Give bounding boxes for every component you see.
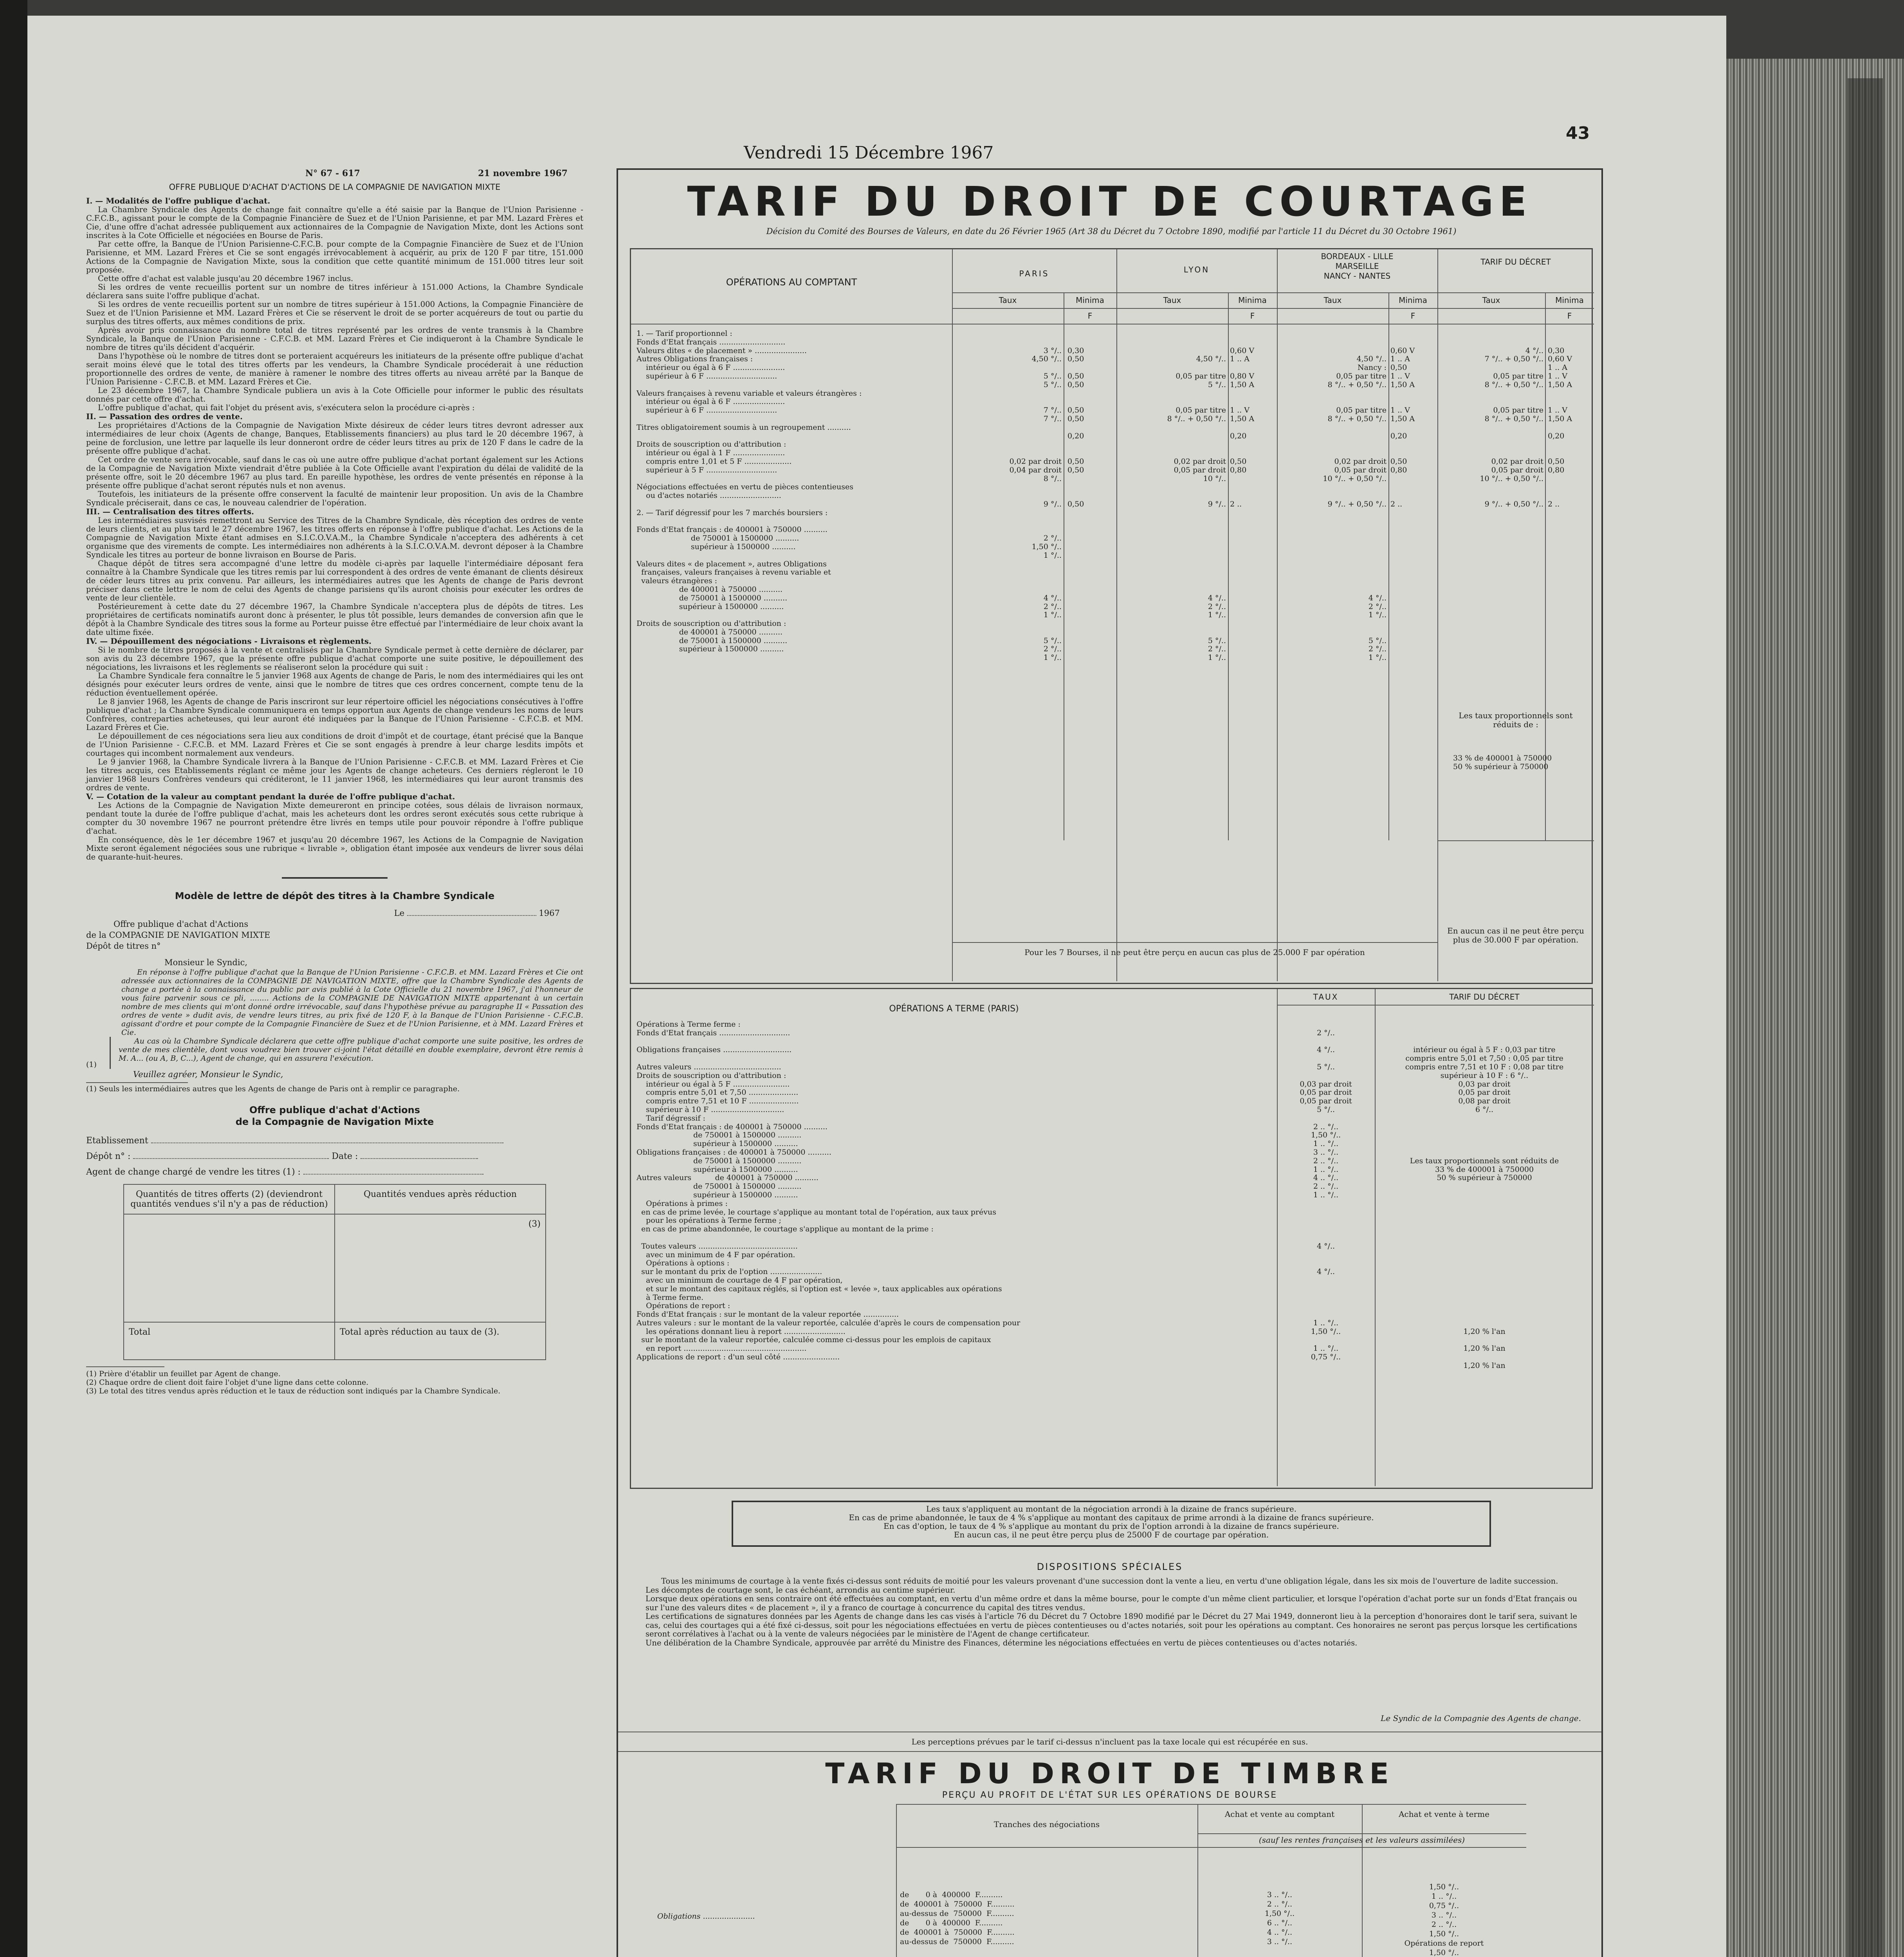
establishment-field[interactable] bbox=[151, 1142, 503, 1143]
section-rule bbox=[618, 1751, 1601, 1752]
paragraph: Cet ordre de vente sera irrévocable, sauf dans le cas où une autre offre publique d'achat portant également sur les Actions de la Compagnie de Navigation Mixte viendrait d'être publiée à la Cote Officielle avant l'expiration du délai de validité de la présente offre, soit le 20 décembre 1967 au plus tard. En pareille hypothèse, les ordres de vente présentés en réponse à la présente offre publique d'achat seront réputés nuls et non avenus. bbox=[86, 455, 583, 490]
note-3-marker: (3) bbox=[528, 1219, 541, 1229]
paragraph: Le 23 décembre 1967, la Chambre Syndicale publiera un avis à la Cote Officielle pour informer le public des résultats donnés par cette offre d'achat. bbox=[86, 386, 583, 404]
form-line-deposit bbox=[86, 1149, 583, 1164]
timbre-tranches: de 0 à 400000 F.......... de 400001 à 750000 F.......... au-dessus de 750000 F.......... de 0 à 400000 F.......... de 400001 à 750000 F.......... au-dessus de 750000 F.......... bbox=[900, 1890, 1015, 1946]
col-offered-header: Quantités de titres offerts (2) (deviendront quantités vendues s'il n'y a pas de réduction) bbox=[124, 1184, 335, 1214]
notice-date: 21 novembre 1967 bbox=[478, 168, 568, 178]
paris-minima: Minima bbox=[1076, 296, 1104, 305]
model-title: Modèle de lettre de dépôt des titres à la Chambre Syndicale bbox=[175, 890, 495, 901]
comptant-operations: 1. — Tarif proportionnel : Fonds d'Etat français ............................ Valeurs dites « de placement » ...................... Autres Obligations françaises : intérieur ou égal à 6 F ...................... supérieur à 6 F .............................. Valeurs françaises à revenu variable et valeurs étrangères : intérieur ou égal à 6 F ...................... supérieur à 6 F .............................. Titres obligatoirement soumis à un regroupement .......... Droits de souscription ou d'attribution : intérieur ou égal à 1 F ...................... compris entre 1,01 et 5 F .................... supérieur à 5 F .............................. Négociations effectuées en vertu de pièces contentieuses ou d'actes notariés .......................... 2. — Tarif dégressif pour les 7 marchés boursiers : Fonds d'Etat français : de 400001 à 750000 .......... de 750001 à 1500000 .......... supérieur à 1500000 .......... Valeurs dites « de placement », autres Obligations françaises, valeurs françaises à revenu variable et valeurs étrangères : de 400001 à 750000 .......... de 750001 à 1500000 .......... supérieur à 1500000 .......... Droits de souscription ou d'attribution : de 400001 à 750000 .......... de 750001 à 1500000 .......... supérieur à 1500000 .......... bbox=[636, 330, 862, 654]
letter-body-2-wrap bbox=[86, 1037, 583, 1069]
col-divider bbox=[1277, 989, 1278, 1486]
row-divider bbox=[952, 942, 1437, 943]
bourses-note: Pour les 7 Bourses, il ne peut être perçu en aucun cas plus de 25.000 F par opération bbox=[1024, 948, 1365, 957]
letter-place-line bbox=[86, 908, 583, 919]
paragraph: Dans l'hypothèse où le nombre de titres dont se porteraient acquéreurs les initiateurs de la présente offre publique d'achat serait moins élevé que le total des titres offerts par les vendeurs, la Chambre Syndicale procéderait à une réduction proportionnelle des ordres de vente, de manière à ramener le nombre des titres offerts au niveau arrêté par la Banque de l'Union Parisienne - C.F.C.B. et MM. Lazard Frères et Cie. bbox=[86, 351, 583, 386]
row-divider bbox=[1197, 1833, 1526, 1834]
section-heading: V. — Cotation de la valeur au comptant pendant la durée de l'offre publique d'achat. bbox=[86, 792, 455, 801]
left-column bbox=[86, 168, 583, 1957]
timbre-exclusion-note: (sauf les rentes françaises et les valeurs assimilées) bbox=[1259, 1835, 1465, 1845]
tranches-header: Tranches des négociations bbox=[993, 1820, 1100, 1829]
special-provisions-signature: Le Syndic de la Compagnie des Agents de change. bbox=[1381, 1714, 1581, 1723]
agent-field[interactable] bbox=[303, 1174, 483, 1175]
total-cell[interactable] bbox=[124, 1322, 335, 1360]
paragraph: Après avoir pris connaissance du nombre total de titres représenté par les ordres de vente transmis à la Chambre Syndicale, la Banque de l'Union Parisienne - C.F.C.B. et MM. Lazard Frères et Cie indiqueront à la Chambre Syndicale le nombre de titres qu'ils décident d'acquérir. bbox=[86, 326, 583, 352]
row-divider bbox=[1437, 840, 1594, 841]
total-label: Total bbox=[129, 1327, 151, 1337]
lyon-unit: F bbox=[1250, 311, 1255, 321]
terme-decret-rates: intérieur ou égal à 5 F : 0,03 par titre compris entre 5,01 et 7,50 : 0,05 par titre compris entre 7,51 et 10 F : 0,08 par titre supérieur à 10 F : 6 °/.. 0,03 par droit 0,05 par droit 0,08 par droit 6 °/.. Les taux proportionnels sont réduits de 33 % de 400001 à 750000 50 % supérieur à 750000 1,20 % l'an 1,20 % l'an 1,20 % l'an bbox=[1405, 1045, 1564, 1370]
paragraph: Les Actions de la Compagnie de Navigation Mixte demeureront en principe cotées, sous délais de livraison normaux, pendant toute la durée de l'offre publique d'achat, mais les acheteurs dont les ordres seront exécutés sous cette rubrique à compter du 30 novembre 1967 ne pourront prétendre être livrés en temps utile pour pouvoir répondre à l'offre publique d'achat. bbox=[86, 801, 583, 836]
paragraph: Toutefois, les initiateurs de la présente offre conservent la faculté de maintenir leur proposition. Un avis de la Chambre Syndicale préciserait, dans ce cas, le nouveau calendrier de l'opération. bbox=[86, 490, 583, 507]
paragraph: Le dépouillement de ces négociations sera lieu aux conditions de droit d'impôt et de courtage, étant précisé que la Banque de l'Union Parisienne - C.F.C.B. et MM. Lazard Frères et Cie se sont engagés à prendre à leur charge lesdits impôts et courtages qui incombent normalement aux vendeurs. bbox=[86, 732, 583, 758]
col-divider bbox=[1362, 1804, 1363, 1957]
sold-cell[interactable] bbox=[335, 1214, 546, 1322]
lyon-minimums: 0,60 V 1 .. A 0,80 V 1,50 A 1 .. V 1,50 A 0,20 0,50 0,80 2 .. bbox=[1230, 346, 1255, 508]
row-divider bbox=[1277, 1005, 1594, 1006]
section-heading: IV. — Dépouillement des négociations - Livraisons et règlements. bbox=[86, 636, 371, 646]
letter-ref-2: de la COMPAGNIE DE NAVIGATION MIXTE bbox=[86, 930, 270, 940]
col-divider bbox=[1228, 292, 1229, 840]
local-tax-note: Les perceptions prévues par le tarif ci-dessus n'incluent pas la taxe locale qui est récupérée en sus. bbox=[911, 1737, 1308, 1746]
paragraph: L'offre publique d'achat, qui fait l'objet du présent avis, s'exécutera selon la procédure ci-après : bbox=[98, 403, 475, 412]
left-page-edge bbox=[0, 0, 27, 1957]
binding-shadow bbox=[1848, 78, 1883, 1957]
regional-taux: Taux bbox=[1323, 296, 1342, 305]
paragraph: La Chambre Syndicale des Agents de change fait connaître qu'elle a été saisie par la Banque de l'Union Parisienne - C.F.C.B., agissant pour le compte de la Compagnie Financière de Suez et de l'Union Parisienne, et par MM. Lazard Frères et Cie, d'une offre d'achat adressée publiquement aux actionnaires de la Compagnie de Navigation Mixte, dont les Actions sont inscrites à la Cote Officielle et négociées en Bourse de Paris. bbox=[86, 205, 583, 240]
form-line-establishment bbox=[86, 1133, 583, 1149]
courtage-subtitle: Décision du Comité des Bourses de Valeurs, en date du 26 Février 1965 (Art 38 du Décret du 7 Octobre 1890, modifié par l'article 11 du Décret du 30 Octobre 1961) bbox=[766, 227, 1457, 236]
decret-note-2: 33 % de 400001 à 750000 50 % supérieur à 750000 bbox=[1453, 754, 1552, 771]
separator bbox=[282, 877, 388, 879]
col-divider bbox=[1277, 249, 1278, 981]
col-divider bbox=[952, 249, 953, 981]
paragraph: Cette offre d'achat est valable jusqu'au 20 décembre 1967 inclus. bbox=[98, 274, 353, 283]
notice-number: N° 67 - 617 bbox=[305, 168, 360, 178]
paragraph: Le 8 janvier 1968, les Agents de change de Paris inscriront sur leur répertoire officiel les négociations consécutives à l'offre publique d'achat ; la Chambre Syndicale communiquera en temps opportun aux Agents de change vendeurs les noms de leurs Confrères, contreparties acheteuses, qui leur auront été indiquées par la Banque de l'Union Parisienne - C.F.C.B. et MM. Lazard Frères et Cie. bbox=[86, 697, 583, 732]
notice-title: OFFRE PUBLIQUE D'ACHAT D'ACTIONS DE LA COMPAGNIE DE NAVIGATION MIXTE bbox=[169, 182, 501, 192]
header-date: Vendredi 15 Décembre 1967 bbox=[744, 143, 994, 163]
terme-decret-header: TARIF DU DÉCRET bbox=[1449, 992, 1520, 1002]
form-label-establishment: Etablissement bbox=[86, 1136, 148, 1146]
regional-header: BORDEAUX - LILLE MARSEILLE NANCY - NANTES bbox=[1321, 252, 1394, 281]
row-divider bbox=[952, 292, 1594, 293]
lyon-taux: Taux bbox=[1163, 296, 1181, 305]
col-divider bbox=[1388, 292, 1389, 840]
letter-closing: Veuillez agréer, Monsieur le Syndic, bbox=[133, 1070, 283, 1079]
col-divider bbox=[1375, 989, 1376, 1486]
terme-taux-header: TAUX bbox=[1313, 992, 1339, 1002]
lyon-rates: 4,50 °/.. 0,05 par titre 5 °/.. 0,05 par titre 8 °/.. + 0,50 °/.. 0,02 par droit 0,05 par droit 10 °/.. 9 °/.. 4 °/.. 2 °/.. 1 °/.. 5 °/.. 2 °/.. 1 °/.. bbox=[1167, 355, 1226, 662]
letter-ref-3: Dépôt de titres n° bbox=[86, 941, 161, 951]
comptant-header: OPÉRATIONS AU COMPTANT bbox=[726, 277, 857, 288]
form-line-agent bbox=[86, 1164, 583, 1180]
form-label-date: Date : bbox=[332, 1151, 358, 1161]
regional-minima: Minima bbox=[1399, 296, 1427, 305]
paragraph: Les intermédiaires susvisés remettront au Service des Titres de la Chambre Syndicale, dès réception des ordres de vente de leurs clients, et au plus tard le 27 décembre 1967, les titres offerts en réponse à l'offre publique d'achat. Les Actions de la Compagnie de Navigation Mixte étant admises en S.I.C.O.V.A.M., la Chambre Syndicale n'acceptera des adhérents à cet organisme que des virements de compte. Les intermédiaires non adhérents à la S.I.C.O.V.A.M. devront déposer à la Chambre Syndicale les titres au porteur de bonne livraison en Bourse de Paris. bbox=[86, 516, 583, 559]
letter-place-dots bbox=[407, 915, 536, 916]
letter-ref-1: Offre publique d'achat d'Actions bbox=[114, 919, 249, 929]
section-heading: II. — Passation des ordres de vente. bbox=[86, 412, 243, 421]
col-sold-header: Quantités vendues après réduction bbox=[335, 1184, 546, 1214]
deposit-number-field[interactable] bbox=[133, 1158, 329, 1159]
col-divider bbox=[1437, 249, 1438, 981]
terme-header: OPÉRATIONS A TERME (PARIS) bbox=[889, 1004, 1019, 1014]
quantities-table bbox=[123, 1184, 546, 1360]
form-footnote-2: (2) Chaque ordre de client doit faire l'objet d'une ligne dans cette colonne. bbox=[86, 1378, 369, 1387]
paragraph: Si le nombre de titres proposés à la vente et centralisés par la Chambre Syndicale permet à cette dernière de déclarer, par son avis du 23 décembre 1967, que la présente offre publique d'achat comporte une suite positive, le dépouillement des négociations, les livraisons et les règlements se réaliseront selon la procédure qui suit : bbox=[86, 645, 583, 672]
paragraph: Chaque dépôt de titres sera accompagné d'une lettre du modèle ci-après par laquelle l'intermédiaire déposant fera connaître à la Chambre Syndicale que les titres remis par lui correspondent à des ordres de vente émanant de clients désireux de céder leurs titres au prix convenu. Par ailleurs, les intermédiaires autres que les Agents de change de Paris devront préciser dans cette lettre le nom de celui des Agents de change parisiens qu'ils auront choisis pour exécuter les ordres de vente de leur clientèle. bbox=[86, 559, 583, 602]
terme-col-header: Achat et vente à terme bbox=[1399, 1809, 1489, 1819]
decret-unit: F bbox=[1567, 311, 1572, 321]
col-divider bbox=[1197, 1804, 1198, 1957]
terme-table bbox=[630, 988, 1593, 1489]
regional-rates: 4,50 °/.. Nancy : 0,05 par titre 8 °/.. + 0,50 °/.. 0,05 par titre 8 °/.. + 0,50 °/.. 0,02 par droit 0,05 par droit 10 °/.. + 0,50 °/.. 9 °/.. + 0,50 °/.. 4 °/.. 2 °/.. 1 °/.. 5 °/.. 2 °/.. 1 °/.. bbox=[1323, 355, 1387, 662]
section-heading: I. — Modalités de l'offre publique d'achat. bbox=[86, 196, 270, 205]
courtage-title: TARIF DU DROIT DE COURTAGE bbox=[687, 178, 1533, 225]
paris-taux: Taux bbox=[999, 296, 1017, 305]
decret-rates: 4 °/.. 7 °/.. + 0,50 °/.. 0,05 par titre 8 °/.. + 0,50 °/.. 0,05 par titre 8 °/.. + 0,50 °/.. 0,02 par droit 0,05 par droit 10 °/.. + 0,50 °/.. 9 °/.. + 0,50 °/.. bbox=[1480, 346, 1543, 508]
decret-header: TARIF DU DÉCRET bbox=[1480, 257, 1551, 267]
row-divider bbox=[896, 1804, 1526, 1805]
paragraph: Si les ordres de vente recueillis portent sur un nombre de titres supérieur à 151.000 Actions, la Compagnie Financière de Suez et de l'Union Parisienne et MM. Lazard Frères et Cie se réservent le droit de se porter acquéreurs de tout ou partie du surplus des titres offerts, aux mêmes conditions de prix. bbox=[86, 300, 583, 326]
timbre-subtitle: PERÇU AU PROFIT DE L'ÉTAT SUR LES OPÉRATIONS DE BOURSE bbox=[942, 1790, 1278, 1800]
offer-form bbox=[86, 1104, 583, 1395]
decret-minima: Minima bbox=[1555, 296, 1584, 305]
paris-minimums: 0,30 0,50 0,50 0,50 0,50 0,50 0,20 0,50 0,50 0,50 bbox=[1067, 346, 1084, 508]
decret-note-1: Les taux proportionnels sont réduits de : bbox=[1459, 711, 1573, 729]
special-provisions-title: DISPOSITIONS SPÉCIALES bbox=[1037, 1561, 1183, 1572]
letter-body-1: En réponse à l'offre publique d'achat que la Banque de l'Union Parisienne - C.F.C.B. et MM. Lazard Frères et Cie ont adressée aux actionnaires de la COMPAGNIE DE NAVIGATION MIXTE, offre que la Chambre Syndicale des Agents de change a portée à la connaissance du public par avis publié à la Cote Officielle du 21 novembre 1967, j'ai l'honneur de vous faire parvenir sous ce pli, ........ Actions de la COMPAGNIE DE NAVIGATION MIXTE appartenant à un certain nombre de mes clients qui m'ont donné ordre irrévocable, sauf dans l'hypothèse prévue au paragraphe II « Passation des ordres de vente » dudit avis, de vendre leurs titres, au prix fixé de 120 F, à la Banque de l'Union Parisienne - C.F.C.B. agissant d'ordre et pour compte de la Compagnie Financière de Suez et de l'Union Parisienne, et à MM. Lazard Frères et Cie. bbox=[121, 968, 583, 1037]
terme-rates: 2 °/.. 4 °/.. 5 °/.. 0,03 par droit 0,05 par droit 0,05 par droit 5 °/.. 2 .. °/.. 1,50 °/.. 1 .. °/.. 3 .. °/.. 2 .. °/.. 1 .. °/.. 4 .. °/.. 2 .. °/.. 1 .. °/.. 4 °/.. 4 °/.. 1 .. °/.. 1,50 °/.. 1 .. °/.. 0,75 °/.. bbox=[1300, 1028, 1352, 1362]
paragraph: Par cette offre, la Banque de l'Union Parisienne-C.F.C.B. pour compte de la Compagnie Financière de Suez et de l'Union Parisienne, et MM. Lazard Frères et Cie se sont engagés irrévocablement à acquérir, au prix de 120 F par titre, 151.000 Actions de la Compagnie de Navigation Mixte, sous la condition que cette quantité minimum de 151.000 titres leur soit proposée. bbox=[86, 240, 583, 274]
footnote-rule bbox=[86, 1082, 188, 1083]
offer-title-2: de la Compagnie de Navigation Mixte bbox=[235, 1116, 434, 1127]
form-label-deposit: Dépôt n° : bbox=[86, 1151, 131, 1161]
paragraph: Le 9 janvier 1968, la Chambre Syndicale livrera à la Banque de l'Union Parisienne - C.F.C.B. et MM. Lazard Frères et Cie les titres acquis, ces Etablissements réglant ce même jour les Agents de change acheteurs. Ces derniers régleront le 10 janvier 1968 leurs Confrères vendeurs qui créditeront, le 11 janvier 1968, les intermédiaires qui leur auront transmis des ordres de vente. bbox=[86, 757, 583, 792]
date-field[interactable] bbox=[361, 1158, 478, 1159]
terme-operations: Opérations à Terme ferme : Fonds d'Etat français .............................. Obligations françaises ............................. Autres valeurs ..................................... Droits de souscription ou d'attribution : intérieur ou égal à 5 F ........................ compris entre 5,01 et 7,50 ..................... compris entre 7,51 et 10 F ..................... supérieur à 10 F ............................... Tarif dégressif : Fonds d'Etat français : de 400001 à 750000 .......... de 750001 à 1500000 .......... supérieur à 1500000 .......... Obligations françaises : de 400001 à 750000 .......... de 750001 à 1500000 .......... supérieur à 1500000 .......... Autres valeurs de 400001 à 750000 .......... de 750001 à 1500000 .......... supérieur à 1500000 .......... Opérations à primes : en cas de prime levée, le courtage s'applique au montant total de l'opération, aux taux prévus pour les opérations à Terme ferme ; en cas de prime abandonnée, le courtage s'applique au montant de la prime : Toutes valeurs .......................................... avec un minimum de 4 F par opération. Opérations à options : sur le montant du prix de l'option ...................... avec un minimum de courtage de 4 F par opération, et sur le montant des capitaux réglés, si l'option est « levée », taux applicables aux opérations à Terme ferme. Opérations de report : Fonds d'Etat français : sur le montant de la valeur reportée ............... Autres valeurs : sur le montant de la valeur reportée, calculée d'après le cours de compensation pour les opérations donnant lieu à report .......................... sur le montant de la valeur reportée, calculée comme ci-dessus pour les emplois de capitaux en report .................................................... Applications de report : d'un seul côté ........................ bbox=[636, 1020, 1021, 1362]
letter-footnote: (1) Seuls les intermédiaires autres que les Agents de change de Paris ont à remplir ce paragraphe. bbox=[86, 1085, 460, 1093]
lyon-header: LYON bbox=[1183, 265, 1210, 274]
paragraph: La Chambre Syndicale fera connaître le 5 janvier 1968 aux Agents de change de Paris, le nom des intermédiaires qui les ont désignés pour exécuter leurs ordres de vente, ainsi que le nombre de titres que ces ordres concernent, compte tenu de la réduction éventuellement opérée. bbox=[86, 671, 583, 697]
comptant-table bbox=[630, 248, 1593, 984]
form-footnote-3: (3) Le total des titres vendus après réduction et le taux de réduction sont indiqués par la Chambre Syndicale. bbox=[86, 1387, 501, 1395]
timbre-categories: Obligations ...................... bbox=[657, 1912, 755, 1921]
row-divider bbox=[952, 308, 1594, 309]
form-footnote-1: (1) Prière d'établir un feuillet par Agent de change. bbox=[86, 1370, 281, 1378]
section-heading: III. — Centralisation des titres offerts. bbox=[86, 507, 254, 516]
page-number: 43 bbox=[1566, 123, 1590, 143]
offer-title-1: Offre publique d'achat d'Actions bbox=[249, 1105, 420, 1115]
lyon-minima: Minima bbox=[1238, 296, 1267, 305]
right-column bbox=[617, 168, 1603, 1957]
regional-unit: F bbox=[1410, 311, 1415, 321]
timbre-comptant-rates: 3 .. °/.. 2 .. °/.. 1,50 °/.. 6 .. °/.. 4 .. °/.. 3 .. °/.. bbox=[1264, 1890, 1295, 1946]
decret-note-3: En aucun cas il ne peut être perçu plus de 30.000 F par opération. bbox=[1447, 926, 1584, 944]
letter-marker: (1) bbox=[86, 1060, 97, 1069]
decret-minimums: 0,30 0,60 V 1 .. A 1 .. V 1,50 A 1 .. V 1,50 A 0,20 0,50 0,80 2 .. bbox=[1548, 346, 1572, 508]
letter-year: 1967 bbox=[539, 908, 560, 918]
notice-header bbox=[86, 168, 583, 178]
paris-header: PARIS bbox=[1019, 269, 1049, 278]
comptant-col-header: Achat et vente au comptant bbox=[1224, 1809, 1335, 1819]
terme-boxed-note: Les taux s'appliquent au montant de la négociation arrondi à la dizaine de francs supérieure. En cas de prime abandonnée, le taux de 4 % s'applique au montant des capitaux de prime arrondi à la dizaine de francs supérieure. En cas d'option, le taux de 4 % s'applique au montant du prix de l'option arrondi à la dizaine de francs supérieure. En aucun cas, il ne peut être perçu plus de 25000 F de courtage par opération. bbox=[732, 1501, 1491, 1547]
offered-cell[interactable] bbox=[124, 1214, 335, 1322]
form-footnote-rule bbox=[86, 1366, 164, 1367]
timbre-table bbox=[618, 1804, 1601, 1957]
letter-salutation: Monsieur le Syndic, bbox=[164, 958, 248, 967]
col-divider bbox=[1116, 249, 1117, 981]
row-divider bbox=[896, 1847, 1526, 1848]
paragraph: En conséquence, dès le 1er décembre 1967 et jusqu'au 20 décembre 1967, les Actions de la Compagnie de Navigation Mixte seront également négociées sous une rubrique « livrable », obligation étant imposée aux vendeurs de livrer sous délai de quarante-huit-heures. bbox=[86, 835, 583, 861]
notice-body bbox=[86, 196, 583, 861]
special-provisions-text: Tous les minimums de courtage à la vente fixés ci-dessus sont réduits de moitié pour les valeurs provenant d'une succession dont la vente a lieu, en vertu d'une obligation légale, dans les six mois de l'ouverture de ladite succession. Les décomptes de courtage sont, le cas échéant, arrondis au centime supérieur. Lorsque deux opérations en sens contraire ont été effectuées au comptant, en vertu d'un même ordre et dans la même bourse, pour le compte d'un même client particulier, et lorsque l'opération d'achat porte sur un fonds d'Etat français ou sur l'une des valeurs dites « de placement », il y a franco de courtage à concurrence du capital des titres vendus. Les certifications de signatures données par les Agents de change dans les cas visés à l'article 76 du Décret du 7 Octobre 1890 modifié par le Décret du 27 Mai 1949, donneront lieu à la perception d'honoraires dont le tarif sera, suivant le cas, celui des courtages qui a été fixé ci-dessus, soit pour les négociations effectuées en vertu de pièces contentieuses ou d'actes notariés, soit pour les opérations au comptant. Ces honoraires ne seront pas perçus lorsque les certifications seront corrélatives à l'achat ou à la vente de valeurs négociées par le ministère de l'Agent de change certificateur. Une délibération de la Chambre Syndicale, approuvée par arrêté du Ministre des Finances, détermine les négociations effectuées en vertu de pièces contentieuses ou d'actes notariés. bbox=[645, 1577, 1577, 1647]
total-after-cell: Total après réduction au taux de (3). bbox=[335, 1322, 546, 1360]
regional-minimums: 0,60 V 1 .. A 0,50 1 .. V 1,50 A 1 .. V 1,50 A 0,20 0,50 0,80 2 .. bbox=[1390, 346, 1415, 508]
timbre-terme-rates: 1,50 °/.. 1 .. °/.. 0,75 °/.. 3 .. °/.. 2 .. °/.. 1,50 °/.. Opérations de report 1,50 °/.. bbox=[1404, 1883, 1484, 1957]
paragraph: Si les ordres de vente recueillis portent sur un nombre de titres inférieur à 151.000 Actions, la Chambre Syndicale déclarera sans suite l'offre publique d'achat. bbox=[86, 283, 583, 300]
paris-rates: 3 °/.. 4,50 °/.. 5 °/.. 5 °/.. 7 °/.. 7 °/.. 0,02 par droit 0,04 par droit 8 °/.. 9 °/.. 2 °/.. 1,50 °/.. 1 °/.. 4 °/.. 2 °/.. 1 °/.. 5 °/.. 2 °/.. 1 °/.. bbox=[1009, 346, 1062, 662]
timbre-title: TARIF DU DROIT DE TIMBRE bbox=[825, 1757, 1394, 1790]
paragraph: Postérieurement à cette date du 27 décembre 1967, la Chambre Syndicale n'acceptera plus de dépôts de titres. Les propriétaires de certificats nominatifs auront donc à présenter, le plus tôt possible, leurs demandes de conversion afin que le dépôt à la Chambre Syndicale des titres sous la forme au Porteur puisse être effectué par l'intermédiaire de leur choix avant la date ultime fixée. bbox=[86, 602, 583, 637]
paris-unit: F bbox=[1087, 311, 1093, 321]
letter-place: Le bbox=[394, 908, 405, 918]
letter-body-2: Au cas où la Chambre Syndicale déclarera que cette offre publique d'achat comporte une suite positive, les ordres de vente de mes clientèle, dont vous voudrez bien trouver ci-joint l'état détaillé en double exemplaire, devront être remis à M. A... (ou A, B, C...), Agent de change, qui en assurera l'exécution. bbox=[110, 1037, 583, 1069]
decret-taux: Taux bbox=[1482, 296, 1500, 305]
paragraph: Les propriétaires d'Actions de la Compagnie de Navigation Mixte désireux de céder leurs titres devront adresser aux intermédiaires de leur choix (Agents de change, Banques, Etablissements financiers) au plus tard le 20 décembre 1967, à peine de forclusion, une lettre par laquelle ils leur donneront ordre de céder leurs titres au prix de 120 F dans le cadre de la présente offre publique d'achat. bbox=[86, 421, 583, 456]
form-label-agent: Agent de change chargé de vendre les titres (1) : bbox=[86, 1167, 301, 1177]
